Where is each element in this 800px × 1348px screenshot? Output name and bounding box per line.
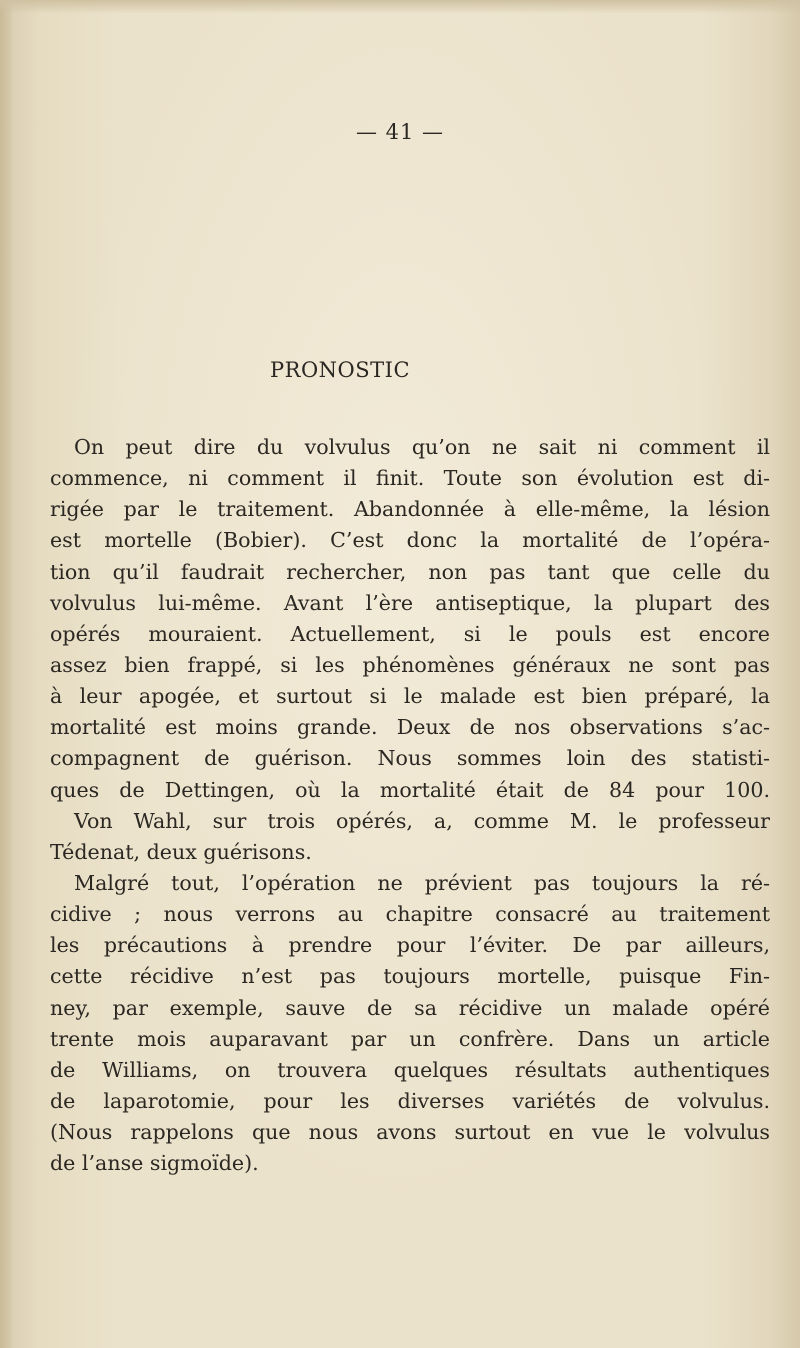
text-line: Malgré tout, l’opération ne prévient pas toujours la ré- [74, 870, 770, 895]
text-line: commence, ni comment il finit. Toute son évolution est di- [50, 466, 770, 491]
text-line: rigée par le traitement. Abandonnée à elle-même, la lésion [50, 497, 770, 522]
page-edge-shadow-top [0, 0, 800, 14]
text-line: à leur apogée, et surtout si le malade est bien préparé, la [50, 684, 770, 709]
text-line: (Nous rappelons que nous avons surtout en vue le volvulus [50, 1120, 770, 1145]
text-line: de l’anse sigmoïde). [50, 1151, 259, 1176]
page-number: — 41 — [355, 120, 445, 144]
text-line: cidive ; nous verrons au chapitre consacré au traitement [50, 902, 770, 927]
text-line: Tédenat, deux guérisons. [50, 839, 312, 864]
text-line: tion qu’il faudrait rechercher, non pas tant que celle du [50, 559, 770, 584]
text-line: de Williams, on trouvera quelques résultats authentiques [50, 1057, 770, 1082]
text-line: opérés mouraient. Actuellement, si le pouls est encore [50, 621, 770, 646]
text-line: On peut dire du volvulus qu’on ne sait ni comment il [74, 435, 770, 459]
text-line: cette récidive n’est pas toujours mortelle, puisque Fin- [50, 964, 770, 989]
text-line: de laparotomie, pour les diverses variétés de volvulus. [50, 1088, 770, 1113]
page-edge-shadow-left [0, 0, 14, 1348]
text-line: ques de Dettingen, où la mortalité était de 84 pour 100. [50, 777, 770, 802]
text-line: est mortelle (Bobier). C’est donc la mortalité de l’opéra- [50, 528, 770, 553]
text-line: compagnent de guérison. Nous sommes loin des statisti- [50, 746, 770, 771]
text-line: assez bien frappé, si les phénomènes généraux ne sont pas [50, 652, 770, 677]
text-line: les précautions à prendre pour l’éviter. De par ailleurs, [50, 933, 770, 958]
text-line: volvulus lui-même. Avant l’ère antiseptique, la plupart des [50, 590, 770, 615]
body-text [50, 432, 770, 1179]
text-line: Von Wahl, sur trois opérés, a, comme M. le professeur [74, 808, 770, 833]
section-heading: PRONOSTIC [270, 358, 411, 382]
text-line: mortalité est moins grande. Deux de nos observations s’ac- [50, 715, 770, 740]
text-line: trente mois auparavant par un confrère. Dans un article [50, 1026, 770, 1051]
text-line: ney, par exemple, sauve de sa récidive un malade opéré [50, 995, 770, 1020]
